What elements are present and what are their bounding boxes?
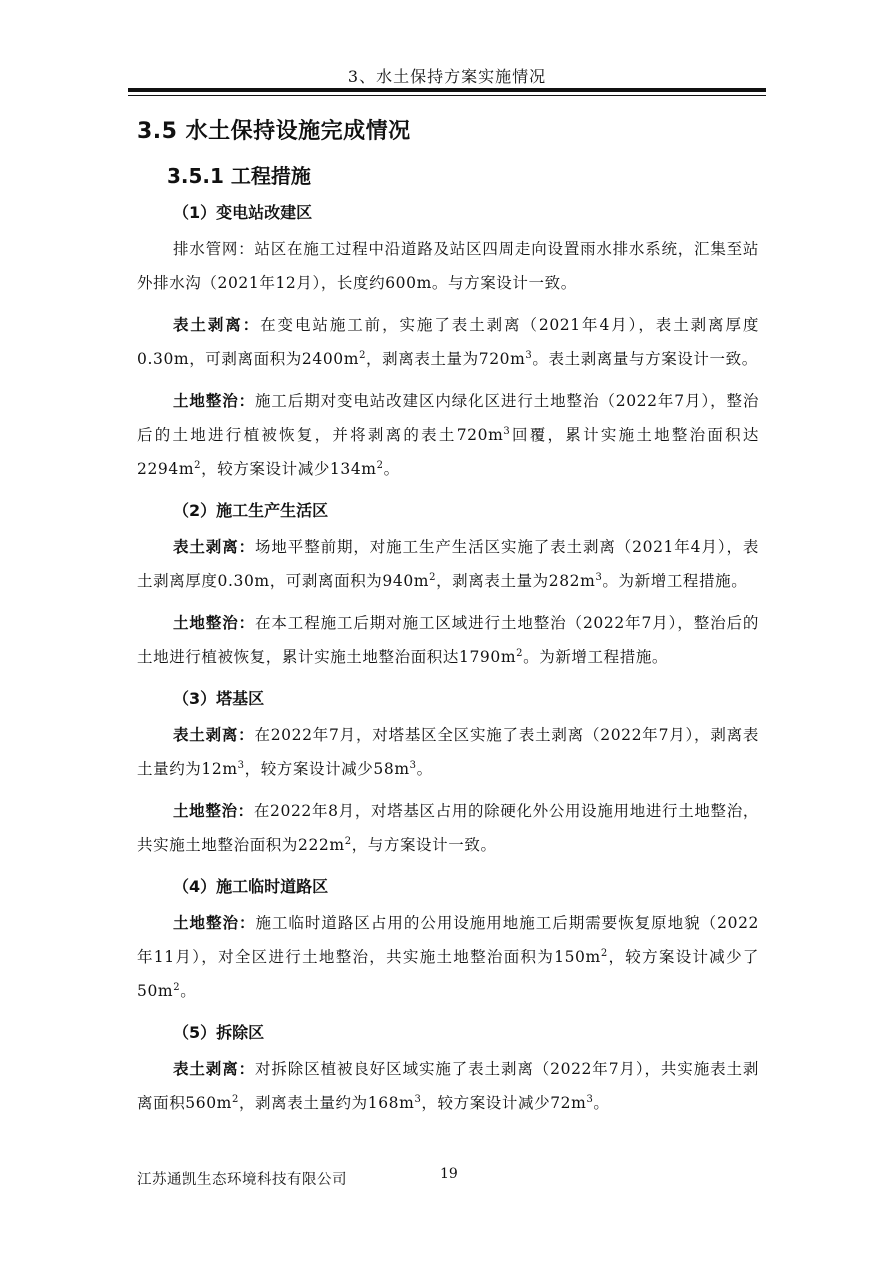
- paragraph-lead: 表土剥离：: [173, 316, 261, 334]
- paragraph-lead: 土地整治：: [173, 614, 255, 632]
- area-heading: （5）拆除区: [173, 1023, 265, 1042]
- running-header: 3、水土保持方案实施情况: [347, 67, 547, 86]
- paragraph-lead: 表土剥离：: [173, 726, 255, 744]
- paragraph-lead: 表土剥离：: [173, 538, 255, 556]
- subsection-title: 3.5.1 工程措施: [167, 164, 311, 188]
- paragraph-topsoil-stripping: 表土剥离：场地平整前期，对施工生产生活区实施了表土剥离（2021年4月），表土剥离厚度0.30m，可剥离面积为$940m^2$，剥离表土量为$282m^3$。为新增工程措施。: [137, 538, 759, 590]
- paragraph-topsoil-stripping: 表土剥离：对拆除区植被良好区域实施了表土剥离（2022年7月），共实施表土剥离面积$560m^2$，剥离表土量约为$168m^3$，较方案设计减少$72m^3$。: [137, 1060, 759, 1112]
- header-rule-thin: [128, 95, 766, 96]
- header-rule-thick: [128, 88, 766, 92]
- paragraph-lead: 表土剥离：: [173, 1060, 255, 1078]
- paragraph-drainage: 排水管网：站区在施工过程中沿道路及站区四周走向设置雨水排水系统，汇集至站外排水沟（2021年12月），长度约600m。与方案设计一致。: [137, 240, 759, 292]
- paragraph-land-reclamation: 土地整治：在2022年8月，对塔基区占用的除硬化外公用设施用地进行土地整治，共实施土地整治面积为$222m^2$，与方案设计一致。: [137, 802, 759, 854]
- paragraph-topsoil-stripping: 表土剥离：在变电站施工前，实施了表土剥离（2021年4月），表土剥离厚度0.30m，可剥离面积为$2400m^2$，剥离表土量为$720m^3$。表土剥离量与方案设计一致。: [137, 316, 759, 368]
- area-heading: （4）施工临时道路区: [173, 877, 329, 896]
- paragraph-topsoil-stripping: 表土剥离：在2022年7月，对塔基区全区实施了表土剥离（2022年7月），剥离表土量约为$12m^3$，较方案设计减少$58m^3$。: [137, 726, 759, 778]
- paragraph-lead: 土地整治：: [173, 392, 255, 410]
- paragraph-land-reclamation: 土地整治：在本工程施工后期对施工区域进行土地整治（2022年7月），整治后的土地进行植被恢复，累计实施土地整治面积达$1790m^2$。为新增工程措施。: [137, 614, 759, 666]
- section-title: 3.5 水土保持设施完成情况: [137, 119, 411, 144]
- paragraph-land-reclamation: 土地整治：施工后期对变电站改建区内绿化区进行土地整治（2022年7月），整治后的土地进行植被恢复，并将剥离的表土$720m^3$回覆，累计实施土地整治面积达$2294m^2$，较方案设计减少$134m^2$。: [137, 392, 760, 478]
- footer-company: 江苏通凯生态环境科技有限公司: [137, 1172, 347, 1188]
- paragraph-lead: 土地整治：: [173, 802, 254, 820]
- paragraph-lead: 土地整治：: [173, 914, 256, 932]
- area-heading: （2）施工生产生活区: [173, 501, 329, 520]
- area-heading: （1）变电站改建区: [173, 203, 313, 222]
- page-number: 19: [440, 1166, 458, 1182]
- document-body: [137, 112, 759, 1128]
- area-heading: （3）塔基区: [173, 689, 265, 708]
- paragraph-land-reclamation: 土地整治：施工临时道路区占用的公用设施用地施工后期需要恢复原地貌（2022年11月），对全区进行土地整治，共实施土地整治面积为$150m^2$，较方案设计减少了$50m^2$。: [137, 914, 759, 1000]
